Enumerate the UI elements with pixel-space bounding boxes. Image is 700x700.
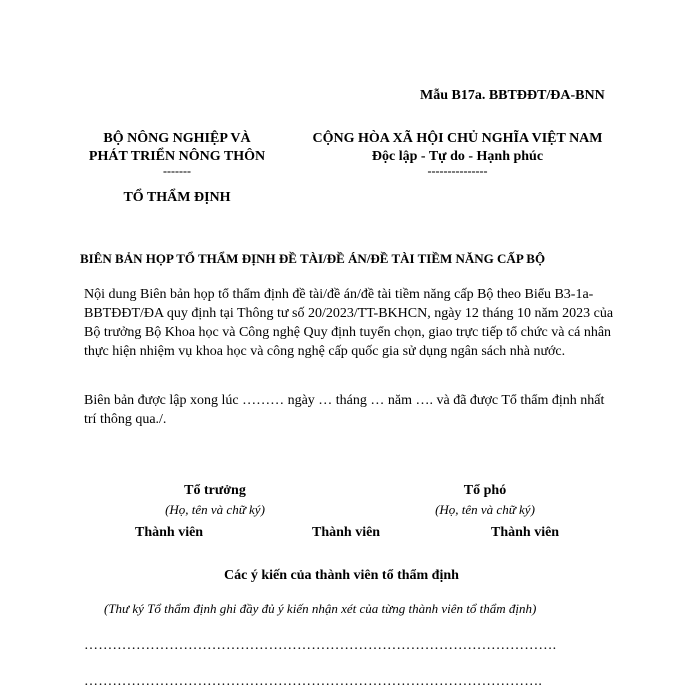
leader-role: Tổ trưởng (184, 483, 246, 498)
national-motto: Độc lập - Tự do - Hạnh phúc (371, 149, 544, 164)
member-signature: Thành viên (312, 525, 381, 540)
deputy-note: (Họ, tên và chữ ký) (435, 502, 535, 517)
completion-paragraph: Biên bản được lập xong lúc ……… ngày … tháng … năm …. và đã được Tổ thẩm định nhất trí thông qua./. (84, 393, 605, 427)
national-header (285, 130, 630, 176)
form-code: Mẫu B17a. BBTĐĐT/ĐA-BNN (420, 88, 605, 103)
ministry-header (62, 130, 292, 176)
opinions-note: (Thư ký Tổ thẩm định ghi đầy đủ ý kiến nhận xét của từng thành viên tổ thẩm định) (104, 601, 537, 616)
deputy-role: Tổ phó (463, 483, 507, 498)
ministry-name-line1: BỘ NÔNG NGHIỆP VÀ (103, 131, 251, 146)
member-signature: Thành viên (135, 525, 204, 540)
leader-note: (Họ, tên và chữ ký) (165, 502, 265, 517)
fill-in-line: ……………………………………………………………………………………. (84, 674, 543, 689)
national-name: CỘNG HÒA XÃ HỘI CHỦ NGHĨA VIỆT NAM (312, 131, 603, 146)
fill-in-line: ………………………………………………………………………………………. (84, 638, 557, 653)
ministry-separator: ------- (163, 164, 191, 178)
member-signature: Thành viên (491, 525, 560, 540)
signature-leader (130, 482, 300, 519)
document-title: BIÊN BẢN HỌP TỔ THẨM ĐỊNH ĐỀ TÀI/ĐỀ ÁN/ĐỀ TÀI TIỀM NĂNG CẤP BỘ (80, 251, 546, 266)
content-paragraph: Nội dung Biên bản họp tổ thẩm định đề tài/đề án/đề tài tiềm năng cấp Bộ theo Biểu B3-1a-BBTĐĐT/ĐA quy định tại Thông tư số 20/2023/TT-BKHCN, ngày 12 tháng 10 năm 2023 của Bộ trưởng Bộ Khoa học và Công nghệ Quy định tuyển chọn, giao trực tiếp tổ chức và cá nhân thực hiện nhiệm vụ khoa học và công nghệ cấp quốc gia sử dụng ngân sách nhà nước. (84, 287, 614, 359)
signature-deputy (400, 482, 570, 519)
ministry-name-line2: PHÁT TRIỂN NÔNG THÔN (88, 149, 266, 164)
national-separator: --------------- (427, 164, 488, 178)
opinions-title: Các ý kiến của thành viên tổ thẩm định (224, 568, 459, 583)
committee-name: TỔ THẨM ĐỊNH (123, 190, 231, 205)
